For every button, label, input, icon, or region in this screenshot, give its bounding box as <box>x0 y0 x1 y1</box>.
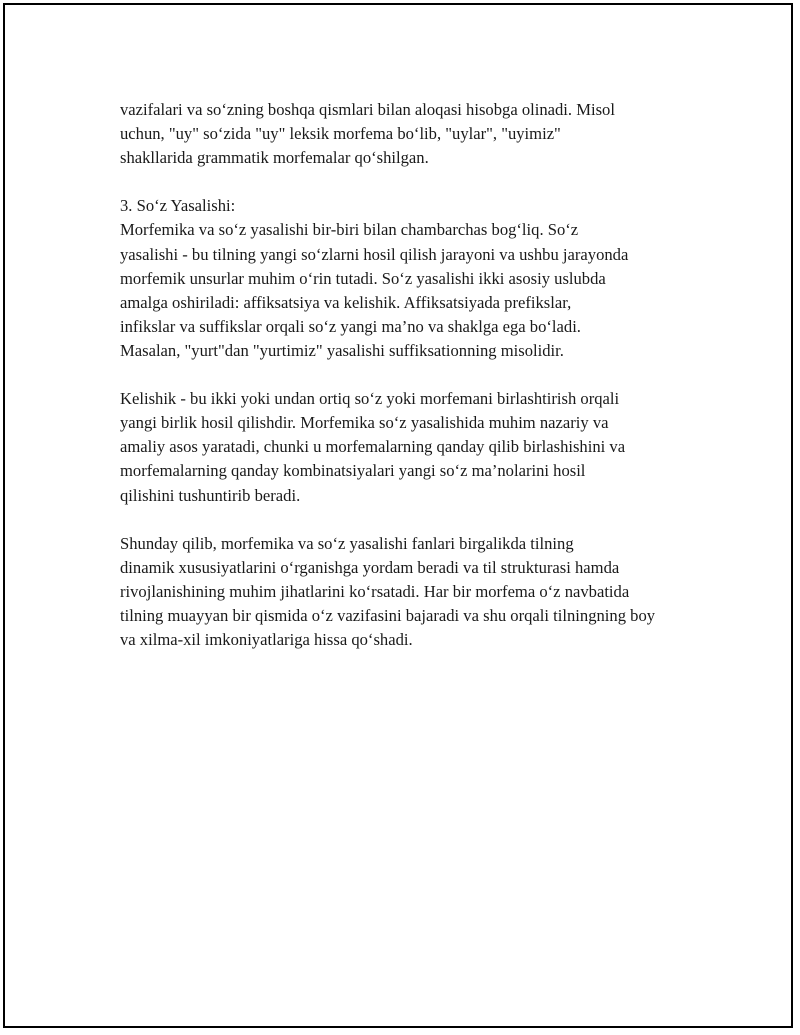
document-body <box>120 98 700 676</box>
text-line: Morfemika va so‘z yasalishi bir-biri bilan chambarchas bog‘liq. So‘z <box>120 220 579 240</box>
paragraph-continuation <box>120 98 700 170</box>
text-line: amaliy asos yaratadi, chunki u morfemalarning qanday qilib birlashishini va <box>120 437 626 457</box>
text-line: Masalan, "yurt"dan "yurtimiz" yasalishi suffiksationning misolidir. <box>120 340 564 360</box>
text-line: vazifalari va so‘zning boshqa qismlari bilan aloqasi hisobga olinadi. Misol <box>120 100 615 119</box>
text-line: Kelishik - bu ikki yoki undan ortiq so‘z yoki morfemani birlashtirish orqali <box>120 389 620 409</box>
text-line: yasalishi - bu tilning yangi so‘zlarni hosil qilish jarayoni va ushbu jarayonda <box>120 244 629 264</box>
text-line: morfemik unsurlar muhim o‘rin tutadi. So‘z yasalishi ikki asosiy uslubda <box>120 268 606 288</box>
text-line: shakllarida grammatik morfemalar qo‘shilgan. <box>120 148 429 168</box>
text-line: qilishini tushuntirib beradi. <box>120 485 301 505</box>
text-line: tilning muayyan bir qismida o‘z vazifasini bajaradi va shu orqali tilningning boy <box>120 605 656 625</box>
paragraph-conclusion <box>120 532 700 652</box>
section-heading: 3. So‘z Yasalishi: <box>120 196 236 216</box>
text-line: rivojlanishining muhim jihatlarini ko‘rsatadi. Har bir morfema o‘z navbatida <box>120 581 630 601</box>
text-line: Shunday qilib, morfemika va so‘z yasalishi fanlari birgalikda tilning <box>120 533 574 553</box>
text-line: infikslar va suffikslar orqali so‘z yangi ma’no va shaklga ega bo‘ladi. <box>120 316 581 336</box>
paragraph-kelishik <box>120 387 700 507</box>
document-page <box>3 3 793 1028</box>
text-line: va xilma-xil imkoniyatlariga hissa qo‘shadi. <box>120 630 413 650</box>
text-line: dinamik xususiyatlarini o‘rganishga yordam beradi va til strukturasi hamda <box>120 557 620 577</box>
text-line: yangi birlik hosil qilishdir. Morfemika so‘z yasalishida muhim nazariy va <box>120 413 609 433</box>
text-line: morfemalarning qanday kombinatsiyalari yangi so‘z ma’nolarini hosil <box>120 461 586 481</box>
text-line: amalga oshiriladi: affiksatsiya va kelishik. Affiksatsiyada prefikslar, <box>120 292 572 312</box>
text-line: uchun, "uy" so‘zida "uy" leksik morfema bo‘lib, "uylar", "uyimiz" <box>120 124 561 144</box>
paragraph-soz-yasalishi <box>120 194 700 363</box>
